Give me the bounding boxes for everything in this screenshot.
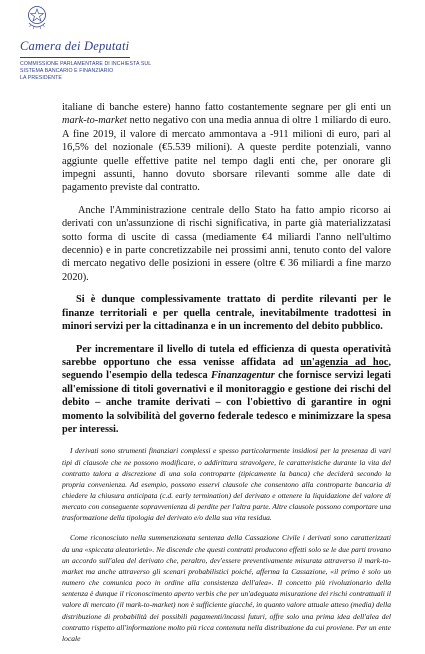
p1-mark-to-market: mark-to-market	[62, 115, 127, 127]
p4-agency-ad-hoc: un'agenzia ad hoc	[300, 356, 389, 368]
header-divider	[20, 57, 130, 58]
p1-text-a: italiane di banche estere) hanno fatto costantemente segnare per gli enti un	[62, 102, 391, 113]
paragraph-4	[62, 343, 391, 437]
p1-text-b: netto negativo con una media annua di oltre 1 miliardo di euro. A fine 2019, il valore di mercato ammontava a -911 milioni di euro, pari al 16,5% del nozionale (€5.539 milioni). A queste perdite potenziali, vanno aggiunte quelle effettive patite nel tempo dagli enti che, per onorare gli impegni assunti, hanno dovuto sborsare rilevanti somme alle date di pagamento previste dal contratto.	[62, 115, 391, 194]
box-paragraph-2: Come riconosciuto nella summenzionata sentenza della Cassazione Civile i derivati sono caratterizzati da una «spiccata aleatorietà». Ne discende che questi contratti producono effetti solo se le due parti trovano un accordo sull'alea del derivato che, peraltro, dev'essere preventivamente misurata attraverso il mark-to-market ma anche attraverso gli scenari probabilistici poiché, afferma la Cassazione, «il primo è solo un numero che comunica poco in ordine alla consistenza dell'alea». Il concetto più rivoluzionario della sentenza è dunque il riconoscimento aperto verbis che per un'adeguata misurazione dei rischi contrattuali il valore di mercato (il mark-to-market) non è sufficiente giacché, in quanto valore attuale atteso (media) della distribuzione di probabilità dei possibili pagamenti/incassi futuri, offre solo una prima idea dell'alea del contratto rispetto all'informazione molto più ricca contenuta nella distribuzione da cui proviene. Per un ente locale	[62, 533, 391, 643]
p4-text-c: che fornisce servizi legati all'emissione di titoli governativi e il monitoraggio e gestione dei rischi del debito – anche tramite derivati – con l'obiettivo di garantire in ogni momento la solvibilità del governo federale tedesco e minimizzare la spesa per interessi.	[62, 370, 391, 435]
p4-text-a: Per incrementare il livello di tutela ed efficienza di questa operatività sarebbe opportuno che essa venisse affidata ad	[62, 343, 391, 368]
paragraph-2: Anche l'Amministrazione centrale dello Stato ha fatto ampio ricorso ai derivati con un'assunzione di rischi significativa, in parte già materializzatasi sotto forma di uscite di cassa (mediamente €4 miliardi l'anno nell'ultimo decennio) e in parte concretizzabile nei prossimi anni, tenuto conto del valore di mercato negativo delle posizioni in essere (oltre € 36 miliardi a fine marzo 2020).	[62, 204, 391, 283]
document-body	[62, 101, 391, 653]
commission-line-1: COMMISSIONE PARLAMENTARE DI INCHIESTA SUL	[20, 61, 152, 67]
italian-republic-emblem-icon	[26, 4, 48, 32]
p4-text-b: , seguendo l'esempio della tedesca	[62, 356, 391, 382]
letterhead	[20, 4, 160, 82]
paragraph-3: Si è dunque complessivamente trattato di perdite rilevanti per le finanze territoriali e per quella centrale, inevitabilmente tradottesi in minori servizi per la cittadinanza e in un incremento del debito pubblico.	[62, 294, 391, 333]
commission-line-2: SISTEMA BANCARIO E FINANZIARIO	[20, 68, 114, 74]
paragraph-1	[62, 101, 391, 195]
institution-name: Camera dei Deputati	[20, 39, 130, 53]
box-paragraph-1: I derivati sono strumenti finanziari complessi e spesso particolarmente insidiosi per la presenza di vari tipi di clausole che ne possono modificare, o addirittura stravolgere, le caratteristiche durante la vita del contratto talora a discrezione di una sola controparte (tipicamente la banca) che deciderà secondo la propria convenienza. Ad esempio, possono esservi clausole che consentono alla controparte bancaria di chiedere la chiusura anticipata (c.d. early termination) del derivato e ottenere la liquidazione del valore di mercato con conseguente sopravvenienza di perdite per l'altra parte. Altre clausole possono comportare una trasformazione della tipologia del derivato e/o della sua vita residua.	[62, 446, 391, 523]
commission-line-3: LA PRESIDENTE	[20, 75, 62, 81]
p4-finanzagentur: Finanzagentur	[210, 370, 275, 382]
